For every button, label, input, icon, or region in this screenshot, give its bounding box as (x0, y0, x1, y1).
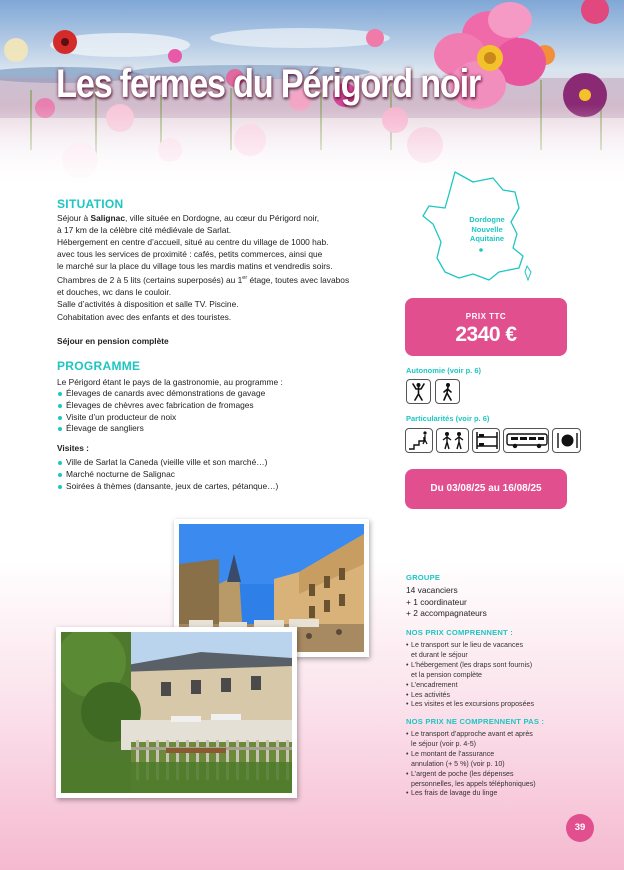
list-item: • Les visites et les excursions proposées (406, 700, 534, 710)
meal-plate-icon (552, 428, 581, 453)
programme-list (57, 388, 397, 435)
list-item-continued: annulation (+ 5 %) (voir p. 10) (411, 759, 505, 768)
autonomie-icons (406, 379, 466, 405)
autonomie-label: Autonomie (voir p. 6) (406, 366, 481, 375)
price-value: 2340 € (455, 323, 517, 346)
list-item-continued: le séjour (voir p. 4-5) (411, 739, 477, 748)
list-item-continued: et durant le séjour (411, 650, 468, 659)
region-label: Dordogne Nouvelle Aquitaine (469, 215, 505, 243)
list-item: • Le montant de l’assurance (406, 750, 536, 760)
particularites-label: Particularités (voir p. 6) (406, 414, 490, 423)
list-item: Élevages de chèvres avec fabrication de fromages (57, 400, 397, 412)
two-people-icon (436, 428, 469, 453)
ne-comprennent-pas-heading: NOS PRIX NE COMPRENNENT PAS : (406, 717, 545, 726)
list-item: Marché nocturne de Salignac (57, 469, 397, 481)
situation-line-2: à 17 km de la célèbre cité médiévale de Sarlat. (57, 225, 232, 236)
situation-line-3: Hébergement en centre d’accueil, situé au centre du village de 1000 hab. (57, 237, 329, 248)
situation-line-8: Salle d’activités à disposition et salle TV. Piscine. (57, 299, 239, 310)
visites-label: Visites : (57, 443, 89, 453)
list-item: • L’hébergement (les draps sont fournis) (406, 661, 534, 671)
list-item: • Les frais de lavage du linge (406, 789, 536, 799)
situation-line-9: Cohabitation avec des enfants et des touristes. (57, 311, 232, 322)
situation-line-6: Chambres de 2 à 5 lits (certains superposés) au 1er étage, toutes avec lavabos (57, 275, 350, 286)
page-title: Les fermes du Périgord noir (56, 62, 480, 106)
particularites-icons (405, 428, 581, 454)
list-item-continued: personnelles, les appels téléphoniques) (411, 779, 536, 788)
price-box (405, 298, 567, 356)
photo-farm (56, 627, 297, 798)
comprennent-list (406, 641, 534, 710)
bunk-bed-icon (472, 428, 500, 453)
person-walking-icon (435, 379, 460, 404)
list-item-continued: et la pension complète (411, 670, 482, 679)
price-label: PRIX TTC (465, 312, 507, 321)
comprennent-heading: NOS PRIX COMPRENNENT : (406, 628, 513, 637)
groupe-text: 14 vacanciers + 1 coordinateur + 2 accompagnateurs (406, 585, 487, 618)
list-item: • Les activités (406, 691, 534, 701)
situation-line-4: avec tous les services de proximité : cafés, petits commerces, ainsi que (57, 249, 323, 260)
list-item: Élevage de sangliers (57, 423, 397, 435)
farm-courtyard-image (61, 632, 292, 793)
list-item: Ville de Sarlat la Caneda (vieille ville et son marché…) (57, 457, 397, 469)
list-item: • Le transport sur le lieu de vacances (406, 641, 534, 651)
situation-line-7: et douches, wc dans le couloir. (57, 287, 172, 298)
list-item: Visite d’un producteur de noix (57, 412, 397, 424)
list-item: • Le transport d’approche avant et après (406, 730, 536, 740)
list-item: Élevages de canards avec démonstrations de gavage (57, 388, 397, 400)
dates-box: Du 03/08/25 au 16/08/25 (405, 469, 567, 509)
pension-text: Séjour en pension complète (57, 336, 169, 346)
situation-heading: SITUATION (57, 197, 124, 211)
groupe-heading: GROUPE (406, 573, 441, 582)
list-item: Soirées à thèmes (dansante, jeux de cartes, pétanque…) (57, 481, 397, 493)
situation-text (57, 212, 397, 323)
stairs-person-icon (405, 428, 433, 453)
bus-icon (503, 428, 549, 453)
situation-line-1: Séjour à Salignac, ville située en Dordogne, au cœur du Périgord noir, (57, 213, 320, 223)
list-item: • L’encadrement (406, 681, 534, 691)
ne-comprennent-pas-list (406, 730, 536, 799)
person-arms-raised-icon (406, 379, 431, 404)
programme-intro: Le Périgord étant le pays de la gastronomie, au programme : (57, 377, 283, 387)
visites-list (57, 457, 397, 492)
situation-line-5: le marché sur la place du village tous les mardis matins et vendredis soirs. (57, 261, 333, 272)
list-item: • L’argent de poche (les dépenses (406, 770, 536, 780)
page-number: 39 (566, 814, 594, 842)
programme-heading: PROGRAMME (57, 359, 141, 373)
